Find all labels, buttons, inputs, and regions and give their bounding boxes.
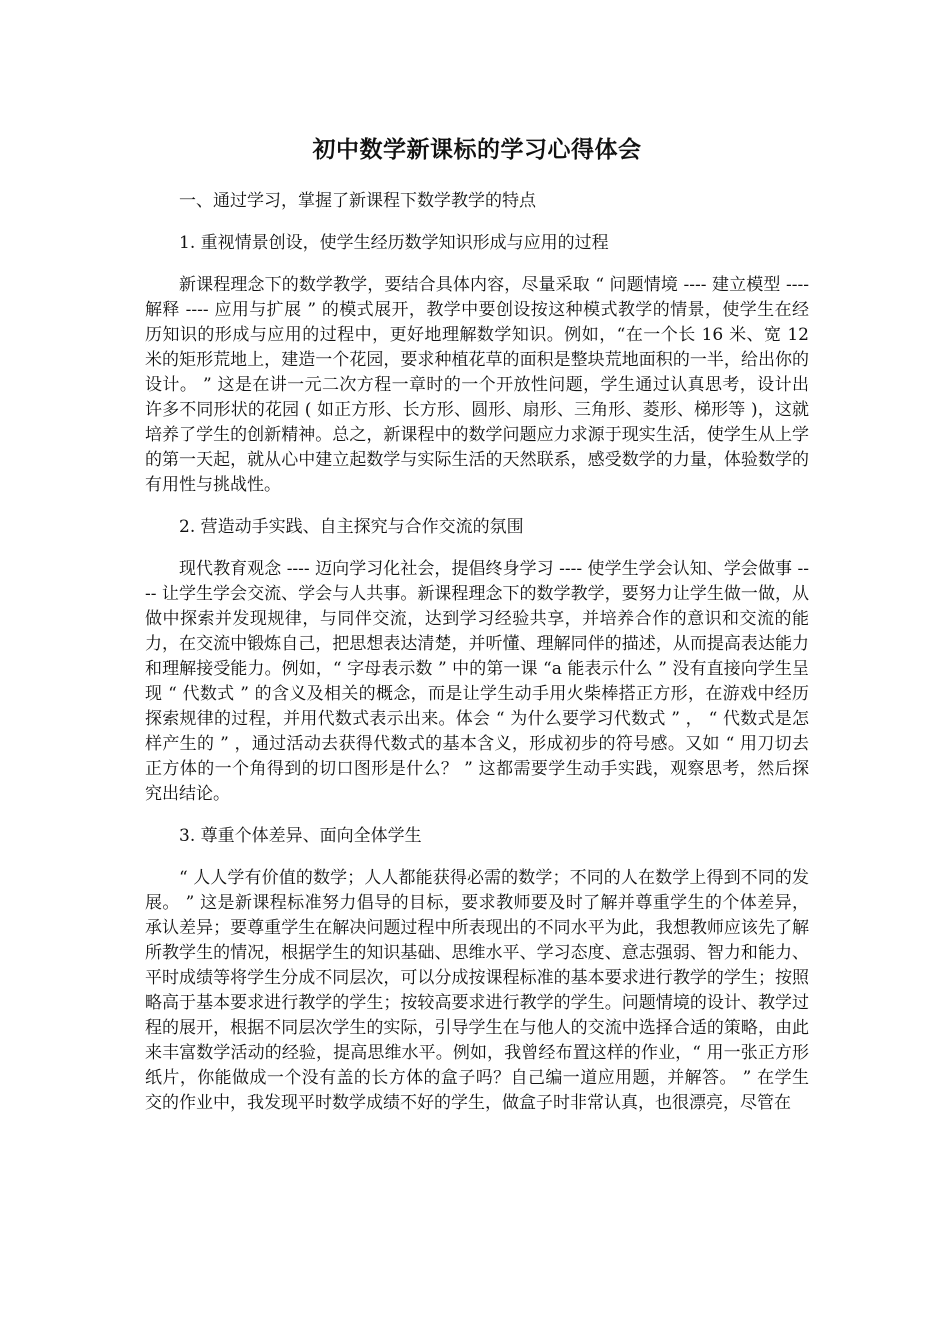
document-title: 初中数学新课标的学习心得体会: [312, 136, 642, 163]
subsection-heading-2: 2. 营造动手实践、自主探究与合作交流的氛围: [179, 517, 524, 537]
paragraph-2: 现代教育观念 ---- 迈向学习化社会，提倡终身学习 ---- 使学生学会认知、学会做事 ---- 让学生学会交流、学会与人共事。新课程理念下的数学教学，要努力让学生做一做，从做中探索并发现规律，与同伴交流，达到学习经验共享，并培养合作的意识和交流的能力，在交流中锻炼自己，把思想表达清楚，并听懂、理解同伴的描述，从而提高表达能力和理解接受能力。例如，“ 字母表示数 ” 中的第一课 “a 能表示什么 ” 没有直接向学生呈现 “ 代数式 ” 的含义及相关的概念，而是让学生动手用火柴棒搭正方形，在游戏中经历探索规律的过程，并用代数式表示出来。体会 “ 为什么要学习代数式 ” ， “ 代数式是怎样产生的 ” ，通过活动去获得代数式的基本含义，形成初步的符号感。又如 “ 用刀切去正方体的一个角得到的切口图形是什么？ ” 这都需要学生动手实践，观察思考，然后探究出结论。: [145, 559, 809, 804]
subsection-heading-1: 1. 重视情景创设，使学生经历数学知识形成与应用的过程: [179, 233, 609, 253]
section-heading-1: 一、通过学习，掌握了新课程下数学教学的特点: [179, 191, 536, 211]
paragraph-3: “ 人人学有价值的数学；人人都能获得必需的数学；不同的人在数学上得到不同的发展。 ” 这是新课程标准努力倡导的目标，要求教师要及时了解并尊重学生的个体差异，承认差异；要尊重学生在解决问题过程中所表现出的不同水平为此，我想教师应该先了解所教学生的情况，根据学生的知识基础、思维水平、学习态度、意志强弱、智力和能力、平时成绩等将学生分成不同层次，可以分成按课程标准的基本要求进行教学的学生；按照略高于基本要求进行教学的学生；按较高要求进行教学的学生。问题情境的设计、教学过程的展开，根据不同层次学生的实际，引导学生在与他人的交流中选择合适的策略，由此来丰富数学活动的经验，提高思维水平。例如，我曾经布置这样的作业，“ 用一张正方形纸片，你能做成一个没有盖的长方体的盒子吗？自己编一道应用题，并解答。 ” 在学生交的作业中，我发现平时数学成绩不好的学生，做盒子时非常认真，也很漂亮，尽管在: [145, 868, 809, 1113]
document-body: [145, 133, 809, 1133]
subsection-heading-3: 3. 尊重个体差异、面向全体学生: [179, 826, 422, 846]
paragraph-1: 新课程理念下的数学教学，要结合具体内容，尽量采取 “ 问题情境 ---- 建立模型 ---- 解释 ---- 应用与扩展 ” 的模式展开，教学中要创设按这种模式教学的情景，使学生在经历知识的形成与应用的过程中，更好地理解数学知识。例如，“在一个长 16 米、宽 12 米的矩形荒地上，建造一个花园，要求种植花草的面积是整块荒地面积的一半，给出你的设计。 ” 这是在讲一元二次方程一章时的一个开放性问题，学生通过认真思考，设计出许多不同形状的花园 ( 如正方形、长方形、圆形、扇形、三角形、菱形、梯形等 )，这就培养了学生的创新精神。总之，新课程中的数学问题应力求源于现实生活，使学生从上学的第一天起，就从心中建立起数学与实际生活的天然联系，感受数学的力量，体验数学的有用性与挑战性。: [145, 275, 809, 495]
